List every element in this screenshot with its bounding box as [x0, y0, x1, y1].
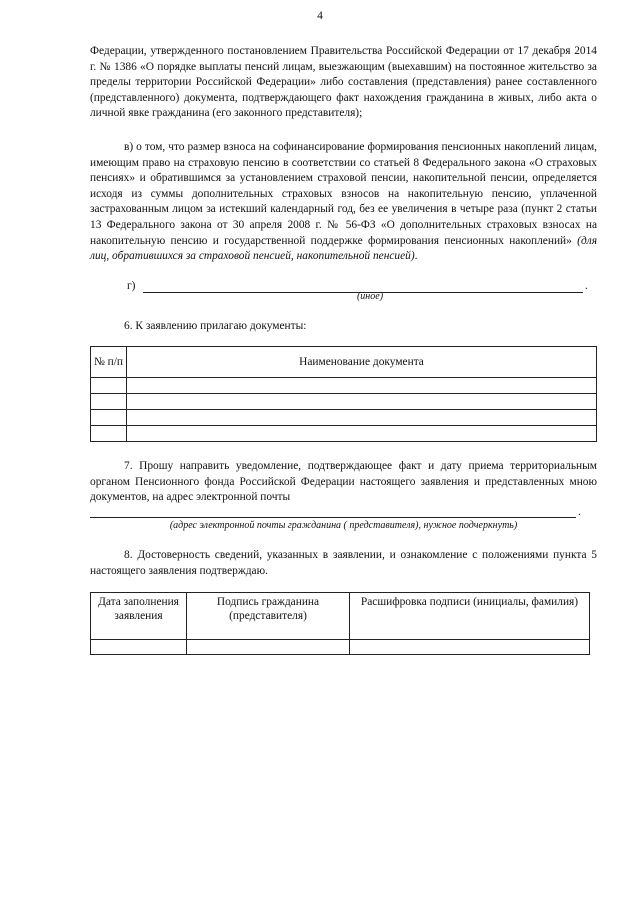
- paragraph-continuation-text: Федерации, утвержденного постановлением Правительства Российской Федерации от 17 декабря 2014 г. № 1386 «О порядке выплаты пенсий лицам, выезжающим (выехавшим) на постоянное жительство за пределы территории Российской Федерации» либо составления (представления) ранее составленного (представленного) документа, подтверждающего факт нахождения гражданина в живых, либо акта о личной явке гражданина (его законного представителя);: [90, 45, 597, 120]
- col-date-header: Дата заполнения заявления: [91, 593, 187, 640]
- col-num-header: № п/п: [91, 347, 127, 378]
- paragraph-v-text: [90, 140, 597, 265]
- table-row: [91, 426, 597, 442]
- signature-table: [90, 592, 590, 655]
- doc-name-cell[interactable]: [127, 426, 597, 442]
- email-caption: (адрес электронной почты гражданина ( представителя), нужное подчеркнуть): [169, 520, 518, 531]
- doc-name-cell[interactable]: [127, 410, 597, 426]
- section7-text: 7. Прошу направить уведомление, подтверждающее факт и дату приема территориальным органом Пенсионного фонда Российской Федерации настоящего заявления и представленных мною документов, на адрес электронной почты: [90, 460, 597, 504]
- doc-num-cell[interactable]: [91, 378, 127, 394]
- col-decode-header: Расшифровка подписи (инициалы, фамилия): [350, 593, 590, 640]
- item-g-caption: (иное): [356, 291, 384, 302]
- email-fill-line[interactable]: [90, 517, 576, 518]
- section8: [90, 548, 597, 579]
- item-g-end: .: [585, 280, 588, 292]
- section7-end: .: [578, 506, 581, 518]
- paragraph-v: [90, 140, 597, 265]
- section7: [90, 459, 597, 506]
- section6-heading: 6. К заявлению прилагаю документы:: [124, 320, 307, 332]
- doc-num-cell[interactable]: [91, 394, 127, 410]
- documents-table: [90, 346, 597, 442]
- decode-cell[interactable]: [350, 640, 590, 655]
- page-number: 4: [317, 10, 323, 22]
- signature-table-header: [91, 593, 590, 640]
- table-row: [91, 640, 590, 655]
- documents-table-header: [91, 347, 597, 378]
- paragraph-v-note: (для лиц, обратившихся за страховой пенсией, накопительной пенсией): [90, 234, 597, 263]
- doc-name-cell[interactable]: [127, 394, 597, 410]
- paragraph-continuation: [90, 44, 597, 122]
- item-g-label: г): [127, 280, 136, 292]
- section8-text: 8. Достоверность сведений, указанных в заявлении, и ознакомление с положениями пункта 5 настоящего заявления подтверждаю.: [90, 549, 597, 577]
- paragraph-v-main: в) о том, что размер взноса на софинансирование формирования пенсионных накоплений лицам, имеющим право на страховую пенсию в соответствии со статьей 8 Федерального закона «О страховых пенсиях» и обратившимся за установлением страховой пенсии, накопительной пенсии, определяется исходя из суммы дополнительных страховых взносов на накопительную пенсию, уплаченной застрахованным лицом за истекший календарный год, без ее увеличения в четыре раза (пункт 2 статьи 13 Федерального закона от 30 апреля 2008 г. № 56-ФЗ «О дополнительных страховых взносах на накопительную пенсию и государственной поддержке формирования пенсионных накоплений»: [90, 141, 597, 247]
- table-row: [91, 378, 597, 394]
- col-name-header: Наименование документа: [127, 347, 597, 378]
- signature-cell[interactable]: [187, 640, 350, 655]
- paragraph-v-end: .: [414, 250, 418, 263]
- col-signature-header: Подпись гражданина (представителя): [187, 593, 350, 640]
- doc-num-cell[interactable]: [91, 410, 127, 426]
- table-row: [91, 394, 597, 410]
- doc-name-cell[interactable]: [127, 378, 597, 394]
- table-row: [91, 410, 597, 426]
- date-cell[interactable]: [91, 640, 187, 655]
- doc-num-cell[interactable]: [91, 426, 127, 442]
